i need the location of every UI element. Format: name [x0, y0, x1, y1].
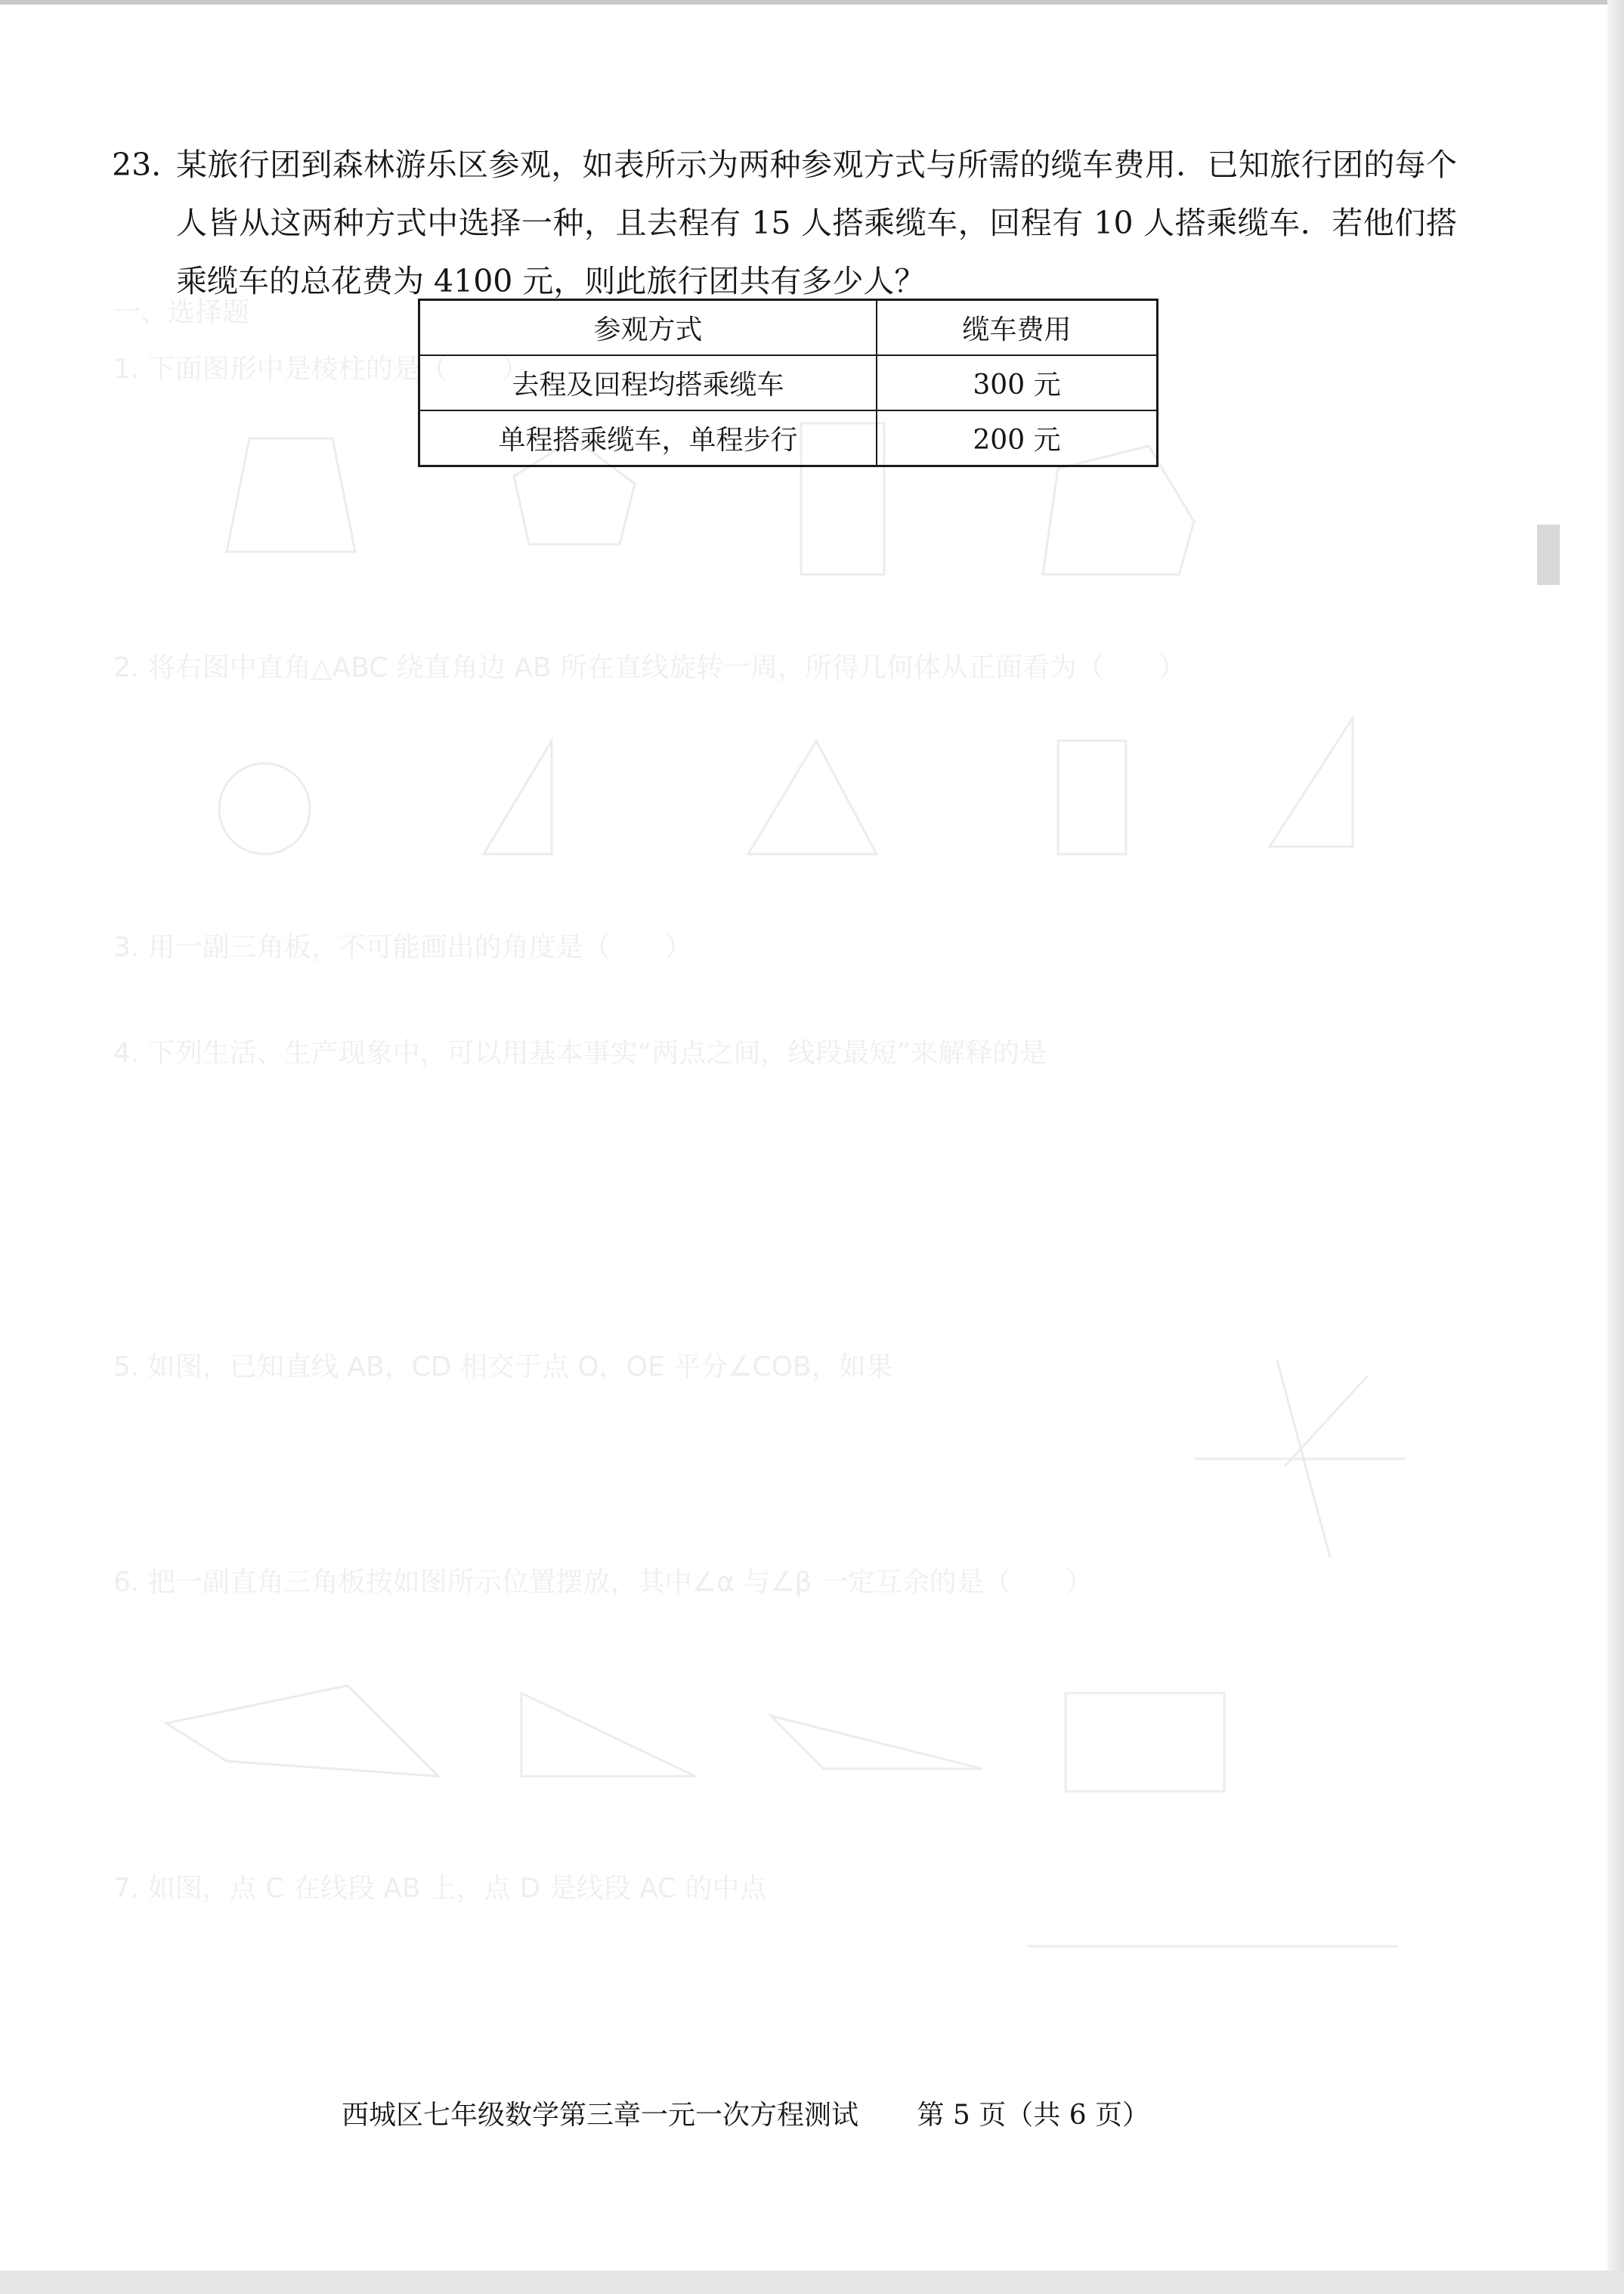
- table-cell-fare: 200 元: [877, 410, 1158, 466]
- question-text: 某旅行团到森林游乐区参观，如表所示为两种参观方式与所需的缆车费用．已知旅行团的每个人皆从这两种方式中选择一种，且去程有 15 人搭乘缆车，回程有 10 人搭乘缆车．若他们搭乘缆车的总花费为 4100 元，则此旅行团共有多少人？: [176, 147, 1457, 299]
- table-cell-method: 单程搭乘缆车，单程步行: [419, 410, 877, 466]
- svg-text:3. 用一副三角板，不可能画出的角度是（ ）: 3. 用一副三角板，不可能画出的角度是（ ）: [113, 932, 692, 963]
- svg-text:2. 将右图中直角△ABC 绕直角边 AB 所在直线旋转一周: 2. 将右图中直角△ABC 绕直角边 AB 所在直线旋转一周，所得几何体从正面看为（ ）: [113, 652, 1186, 683]
- scan-edge-top: [0, 0, 1624, 5]
- question-23: [112, 136, 1457, 311]
- table-row: [419, 355, 1158, 410]
- table-cell-fare: 300 元: [877, 355, 1158, 410]
- footer-title: 西城区七年级数学第三章一元一次方程测试: [342, 2100, 859, 2131]
- table-cell-method: 去程及回程均搭乘缆车: [419, 355, 877, 410]
- svg-text:7. 如图，点 C 在线段 AB 上，点 D 是线段 AC: 7. 如图，点 C 在线段 AB 上，点 D 是线段 AC 的中点: [113, 1873, 767, 1904]
- scan-edge-bottom: [0, 2271, 1624, 2294]
- table-header-row: [419, 300, 1158, 356]
- column-header-method: 参观方式: [419, 300, 877, 356]
- page-number: 第 5 页（共 6 页）: [917, 2100, 1150, 2131]
- question-number: 23.: [112, 147, 162, 183]
- svg-text:一、选择题: 一、选择题: [113, 297, 250, 328]
- page-footer: [342, 2094, 1149, 2132]
- scan-edge-right: [1607, 0, 1624, 2294]
- scan-mark: [1537, 525, 1560, 585]
- svg-text:4. 下列生活、生产现象中，可以用基本事实“两点之间，线段最: 4. 下列生活、生产现象中，可以用基本事实“两点之间，线段最短”来解释的是: [113, 1038, 1047, 1069]
- cable-car-fare-table: [418, 299, 1158, 467]
- table-row: [419, 410, 1158, 466]
- svg-text:5. 如图，已知直线 AB，CD 相交于点 O，OE 平分∠: 5. 如图，已知直线 AB，CD 相交于点 O，OE 平分∠COB，如果: [113, 1351, 893, 1382]
- svg-text:1. 下面图形中是棱柱的是（ ）: 1. 下面图形中是棱柱的是（ ）: [113, 354, 529, 385]
- column-header-fare: 缆车费用: [877, 300, 1158, 356]
- svg-text:6. 把一副直角三角板按如图所示位置摆放，其中∠α 与∠β: 6. 把一副直角三角板按如图所示位置摆放，其中∠α 与∠β 一定互余的是（ ）: [113, 1567, 1093, 1598]
